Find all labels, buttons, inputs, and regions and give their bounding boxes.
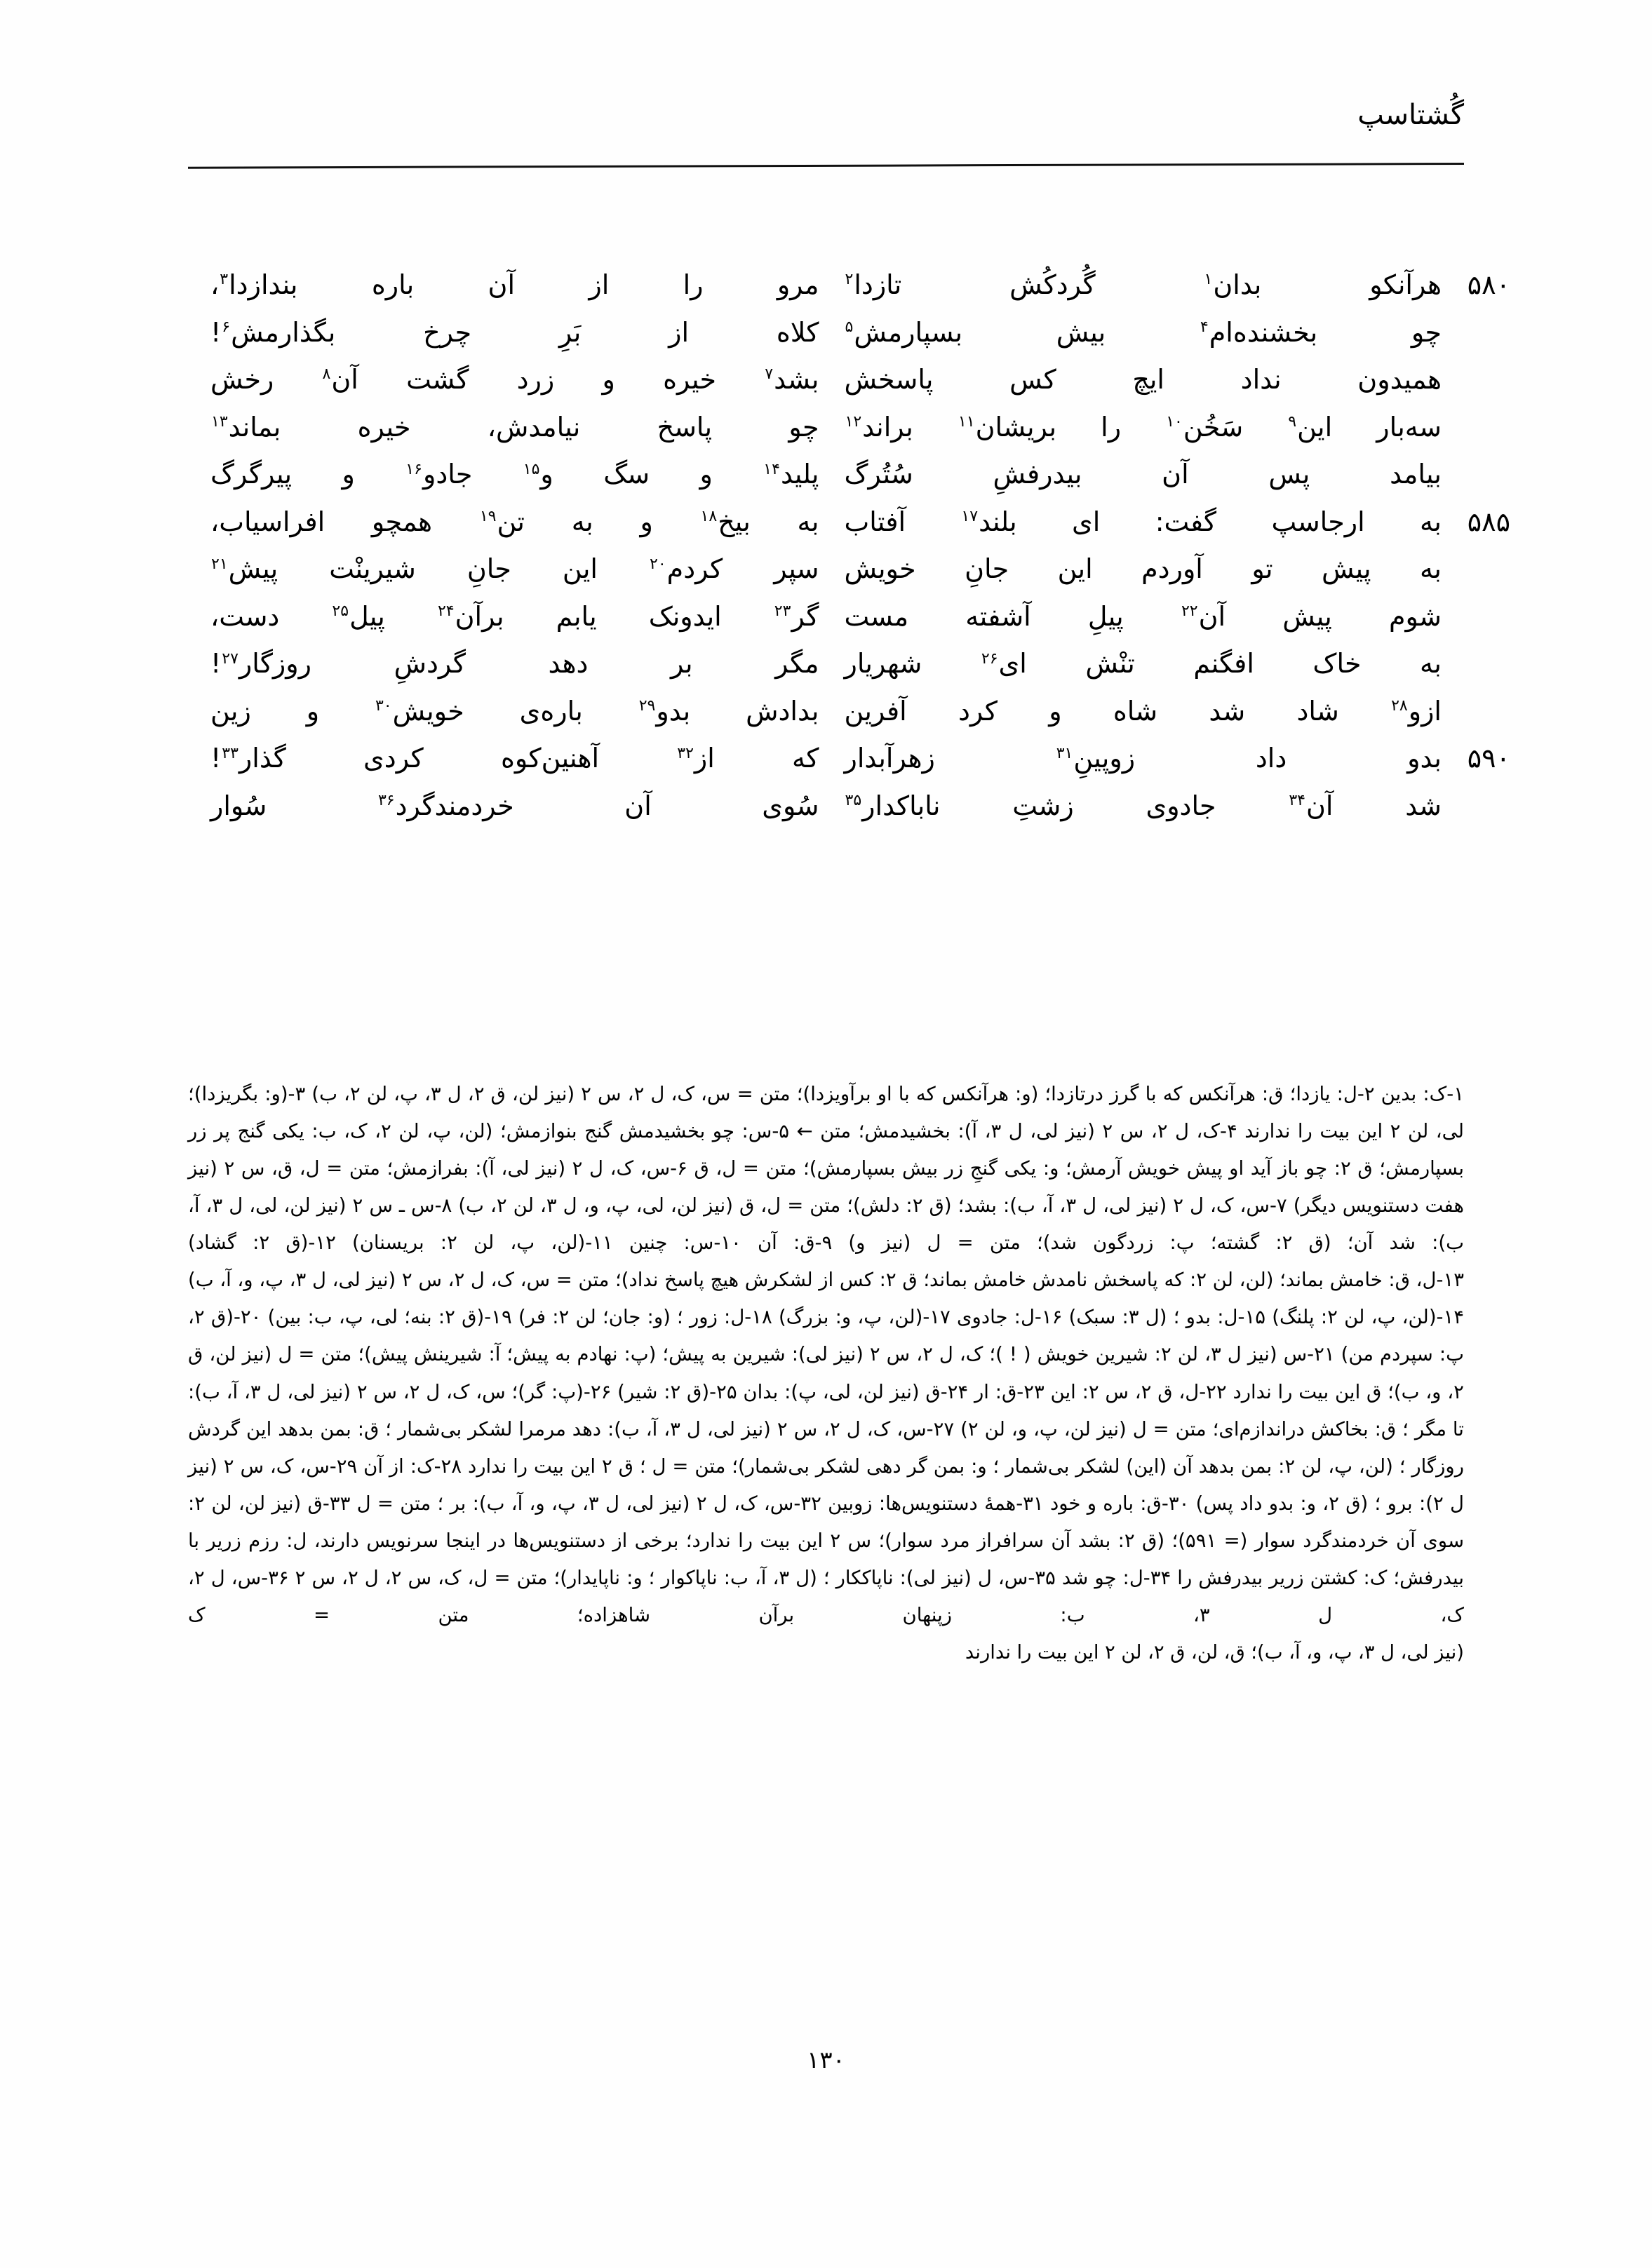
hemistich-first-text: هرآنکو بدان$^۱$ گُردکُش تازدا$^۲$: [845, 269, 1442, 300]
critical-apparatus-footnotes: [188, 1076, 1464, 1671]
hemistich-second: [210, 501, 826, 544]
hemistich-first: [826, 501, 1510, 544]
hemistich-second-text: چو پاسخ نیامدش، خیره بماند$^{۱۳}$: [211, 411, 819, 443]
hemistich-first-text: شد آن$^{۳۴}$ جادوی زشتِ ناباکدار$^{۳۵}$: [845, 790, 1442, 822]
hemistich-first: [826, 453, 1442, 497]
hemistich-second-text: گر$^{۲۳}$ ایدونک یابم برآن$^{۲۴}$ پیل$^{۲۵}$ دست،: [210, 600, 819, 632]
running-head-area: [188, 98, 1464, 189]
hemistich-second-text: بدادش بدو$^{۲۹}$ باره‌ی خویش$^{۳۰}$ و زین: [210, 695, 819, 727]
hemistich-first: [826, 737, 1510, 781]
hemistich-second: [210, 737, 826, 781]
hemistich-first: [826, 311, 1442, 355]
hemistich-second: [210, 406, 826, 450]
hemistich-first-text: همیدون نداد ایچ کس پاسخش: [844, 364, 1442, 396]
page-number: ۱۳۰: [807, 2046, 845, 2074]
verse-couplet: [210, 785, 1442, 828]
hemistich-second: [210, 264, 826, 307]
hemistich-second-text: سپر کردم$^{۲۰}$ این جانِ شیرینْت پیش$^{۲۱}$: [211, 553, 819, 585]
running-head-title: گُشتاسپ: [1357, 99, 1464, 131]
hemistich-first: [826, 642, 1442, 686]
verse-couplet: [210, 642, 1442, 686]
verse-couplet: [210, 406, 1442, 450]
hemistich-first-text: چو بخشنده‌ام$^۴$ بیش بسپارمش$^۵$: [845, 316, 1442, 348]
hemistich-second-text: بشد$^۷$ خیره و زرد گشت آن$^۸$ رخش: [210, 364, 819, 396]
hemistich-second-text: سُوی آن خردمندگرد$^{۳۶}$ سُوار: [210, 790, 819, 822]
header-divider-rule: [188, 163, 1464, 169]
hemistich-first-text: به خاک افگنم تنْش ای$^{۲۶}$ شهریار: [844, 648, 1442, 680]
hemistich-first-text: سه‌بار این$^۹$ سَخُن$^{۱۰}$ را بریشان$^{۱۱}$ براند$^{۱۲}$: [845, 411, 1442, 443]
verse-number: ۵۹۰: [1467, 743, 1510, 774]
verse-couplet: [210, 311, 1442, 355]
hemistich-second: [210, 642, 826, 686]
verse-block: [210, 264, 1510, 832]
verse-number: ۵۸۵: [1467, 506, 1510, 537]
hemistich-second-text: مرو را از آن باره بندازدا$^۳$،: [210, 269, 819, 300]
hemistich-second-text: که از$^{۳۲}$ آهنین‌کوه کردی گذار$^{۳۳}$!: [210, 743, 819, 774]
hemistich-second: [210, 595, 826, 639]
verse-couplet: [210, 737, 1510, 781]
hemistich-first: [826, 406, 1442, 450]
hemistich-first: [826, 595, 1442, 639]
hemistich-first-text: به ارجاسپ گفت: ای بلند$^{۱۷}$ آفتاب: [844, 506, 1442, 537]
hemistich-second: [210, 453, 826, 497]
verse-number: ۵۸۰: [1467, 269, 1510, 300]
verse-couplet: [210, 501, 1510, 544]
hemistich-first-text: ازو$^{۲۸}$ شاد شد شاه و کرد آفرین: [844, 695, 1442, 727]
hemistich-second-text: پلید$^{۱۴}$ و سگ و$^{۱۵}$ جادو$^{۱۶}$ و پیرگرگ: [210, 459, 819, 490]
hemistich-second-text: به بیخ$^{۱۸}$ و به تن$^{۱۹}$ همچو افراسیاب،: [210, 506, 819, 537]
hemistich-second-text: مگر بر دهد گردشِ روزگار$^{۲۷}$!: [210, 648, 819, 680]
footnote-paragraph: ۱-ک: بدین ۲-ل: یازدا؛ ق: هرآنکس که با گرز درتازدا؛ (و: هرآنکس که با او برآویزدا)؛ متن = س، ک، ل ۲، س ۲ (نیز لن، ق ۲، ل ۳، پ، لن ۲، ب) ۳-(و: بگریزدا)؛ لی، لن ۲ این بیت را ندارند ۴-ک، ل ۲، س ۲ (نیز لی، ل ۳، آ): بخشیدمش؛ متن ← ۵-س: چو بخشیدمش گنج بنوازمش؛ (لن، پ، لن ۲، ک، ب: یکی گنج پر زر بسپارمش؛ ق ۲: چو باز آید او پیش خویش آرمش؛ و: یکی گنجِ زر بیش بسپارمش)؛ متن = ل، ق ۶-س، ک، ل ۲ (نیز لی، آ): بفرازمش؛ متن = ل، ق، س ۲ (نیز هفت دستنویس دیگر) ۷-س، ک، ل ۲ (نیز لی، ل ۳، آ، ب): بشد؛ (ق ۲: دلش)؛ متن = ل، ق (نیز لن، لی، پ، و، ل ۳، لن ۲، ب) ۸-س ـ س ۲ (نیز لن، لی، ل ۳، آ، ب): شد آن؛ (ق ۲: گشته؛ پ: زردگون شد)؛ متن = ل (نیز و) ۹-ق: آن ۱۰-س: چنین ۱۱-(لن، پ، لن ۲: بریسنان) ۱۲-(ق ۲: گشاد): [188, 1083, 1464, 1255]
verse-couplet: [210, 358, 1442, 402]
hemistich-second: [210, 311, 826, 355]
footnote-paragraph: (نیز لی، ل ۳، پ، و، آ، ب)؛ ق، لن، ق ۲، لن ۲ این بیت را ندارند: [965, 1640, 1464, 1663]
hemistich-second: [210, 690, 826, 734]
hemistich-second: [210, 548, 826, 591]
verse-couplet: [210, 595, 1442, 639]
hemistich-first: [826, 690, 1442, 734]
hemistich-first: [826, 358, 1442, 402]
hemistich-first-text: شوم پیش آن$^{۲۲}$ پیلِ آشفته مست: [844, 600, 1442, 632]
hemistich-first: [826, 548, 1442, 591]
hemistich-second: [210, 358, 826, 402]
hemistich-first-text: به پیش تو آوردم این جانِ خویش: [844, 553, 1442, 585]
hemistich-first: [826, 785, 1442, 828]
footnote-paragraph: ۱۳-ل، ق: خامش بماند؛ (لن، لن ۲: که پاسخش نامدش خامش بماند؛ ق ۲: کس از لشکرش هیچ پاسخ نداد)؛ متن = س، ک، ل ۲، س ۲ (نیز لی، ل ۳، پ، و، آ، ب) ۱۴-(لن، پ، لن ۲: پلنگ) ۱۵-ل: بدو ؛ (ل ۳: سبک) ۱۶-ل: جادوی ۱۷-(لن، پ، و: بزرگ) ۱۸-ل: زور ؛ (و: جان؛ لن ۲: فر) ۱۹-(ق ۲: بنه؛ لی، پ، ب: بین) ۲۰-(ق ۲، پ: سپردم من) ۲۱-س (نیز ل ۳، لن ۲: شیرین خویش ( ! )؛ ک، ل ۲، س ۲ (نیز لی): شیرین به پیش؛ (پ: نهادم به پیش؛ آ: شیرینش پیش)؛ متن = ل (نیز لن، ق ۲، و، ب)؛ ق این بیت را ندارد ۲۲-ل، ق ۲، س ۲: این ۲۳-ق: ار ۲۴-ق (نیز لن، لی، پ): بدان ۲۵-(ق ۲: شیر) ۲۶-(پ: گر)؛ س، ک، ل ۲، س ۲ (نیز لی، ل ۳، آ، ب): تا مگر ؛ ق: بخاکش دراندازم‌ای؛ متن = ل (نیز لن، پ، و، لن ۲) ۲۷-س، ک، ل ۲، س ۲ (نیز لی، ل ۳، آ، ب): دهد مرمرا لشکر بی‌شمار ؛ ق: بمن بدهد این گردش روزگار ؛ (لن، پ، لن ۲: بمن بدهد آن (این) لشکر بی‌شمار ؛ و: بمن گر دهی لشکر بی‌شمار)؛ متن = ل ؛ ق ۲ این بیت را ندارد ۲۸-ک: از آن ۲۹-س، ک، س ۲ (نیز ل ۲): برو ؛ (ق ۲، و: بدو داد پس) ۳۰-ق: باره و خود ۳۱-همهٔ دستنویس‌ها: زوبین ۳۲-س، ک، ل ۲ (نیز لی، ل ۳، پ، و، آ، ب): بر ؛ متن = ل ۳۳-ق (نیز لن، لن ۲: سوی آن خردمندگرد سوار (= ۵۹۱)؛ (ق ۲: بشد آن سرافراز مرد سوار)؛ س ۲ این بیت را ندارد؛ برخی از دستنویس‌ها در اینجا سرنویس دارند، ل: رزم زریر با بیدرفش؛ ک: کشتن زریر بیدرفش را ۳۴-ل: چو شد ۳۵-س، ل (نیز لی): ناپاککار ؛ (ل ۳، آ، ب: ناپاکوار ؛ و: ناپایدار)؛ متن = ل، ک، س ۲، ل ۲، س ۲ ۳۶-س، ل ۲، ک، ل ۳، ب: زپنهان برآن شاهزاده؛ متن = ک: [188, 1269, 1465, 1626]
verse-couplet: [210, 548, 1442, 591]
hemistich-first: [826, 264, 1510, 307]
hemistich-second-text: کلاه از بَرِ چرخ بگذارمش$^۶$!: [210, 316, 819, 348]
verse-couplet: [210, 453, 1442, 497]
hemistich-second: [210, 785, 826, 828]
verse-couplet: [210, 690, 1442, 734]
verse-couplet: [210, 264, 1510, 307]
hemistich-first-text: بیامد پس آن بیدرفشِ سُتُرگ: [844, 459, 1442, 490]
hemistich-first-text: بدو داد زوپینِ$^{۳۱}$ زهرآبدار: [844, 743, 1442, 774]
